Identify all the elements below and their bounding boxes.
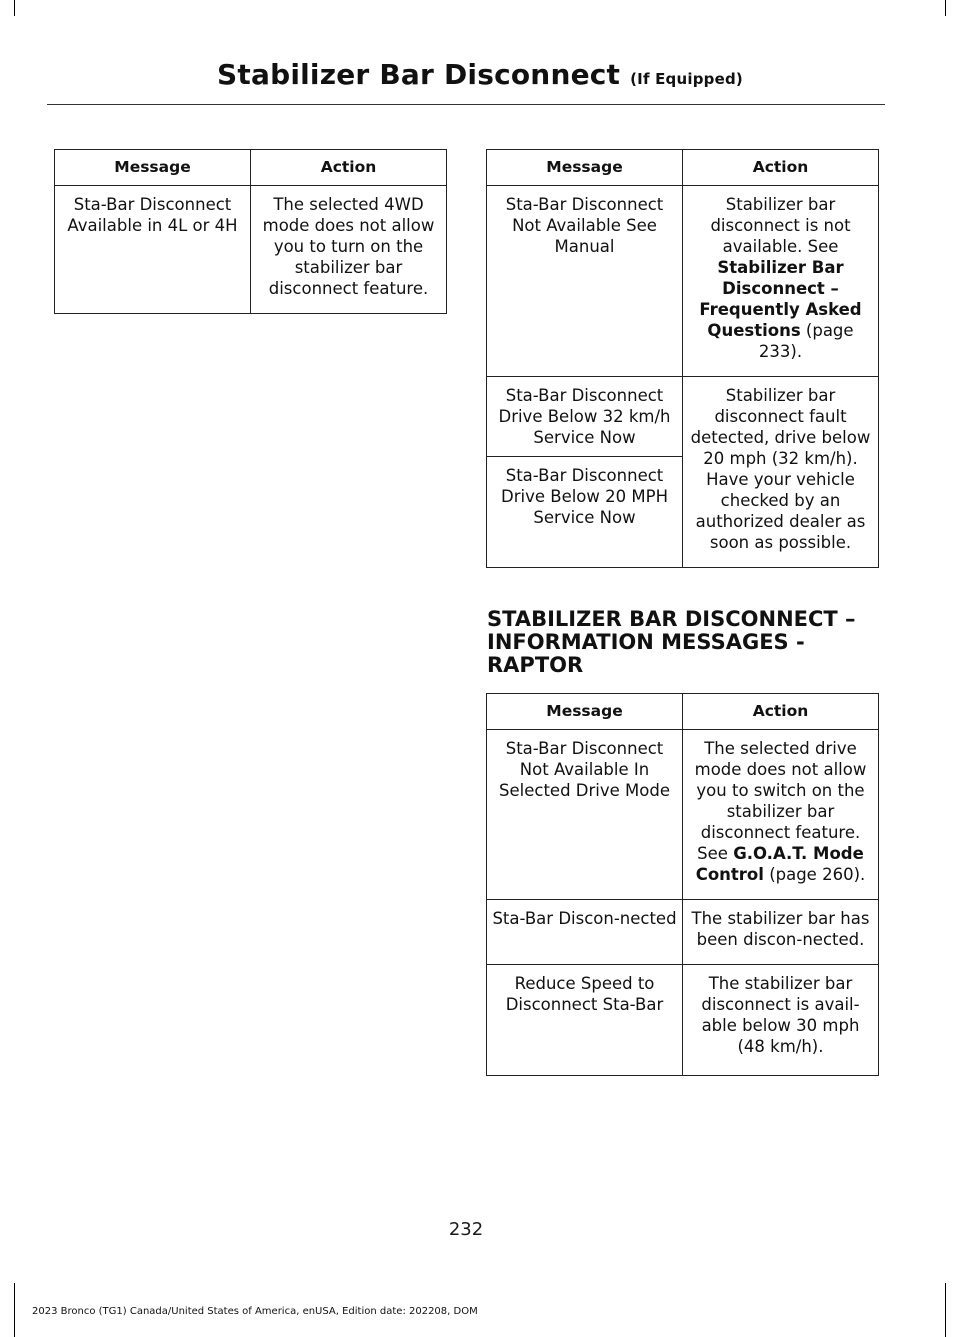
message-cell: Sta-Bar Disconnect Drive Below 32 km/h Service Now: [487, 377, 683, 457]
table-row: [487, 730, 879, 900]
action-cell: [683, 730, 879, 900]
message-cell: Sta-Bar Disconnect Drive Below 20 MPH Service Now: [487, 457, 683, 568]
left-message-table: [54, 149, 447, 314]
column-header-action: Action: [251, 150, 447, 186]
column-header-message: Message: [487, 694, 683, 730]
crop-mark-bottom-right-v: [945, 1283, 946, 1337]
right-bottom-message-table: [486, 693, 879, 1076]
action-text: The selected drive mode does not allow you to switch on the stabilizer bar disconnect feature. See: [694, 739, 867, 863]
crop-mark-top-left-v: [14, 0, 15, 16]
message-cell: Sta-Bar Disconnect Available in 4L or 4H: [55, 186, 251, 314]
column-header-action: Action: [683, 694, 879, 730]
message-cell: Sta-Bar Discon-nected: [487, 900, 683, 965]
table-row: [55, 186, 447, 314]
table-row: [487, 900, 879, 965]
message-cell: Reduce Speed to Disconnect Sta-Bar: [487, 965, 683, 1076]
footer-edition-info: 2023 Bronco (TG1) Canada/United States of America, enUSA, Edition date: 202208, DOM: [32, 1306, 478, 1317]
table-header-row: [55, 150, 447, 186]
table-row: [487, 377, 879, 457]
column-header-message: Message: [55, 150, 251, 186]
column-header-action: Action: [683, 150, 879, 186]
action-cell: [683, 186, 879, 377]
page-number: 232: [448, 1219, 484, 1240]
crop-mark-top-right-v: [945, 0, 946, 16]
action-text: Stabilizer bar disconnect is not available. See: [710, 195, 851, 256]
message-cell: Sta-Bar Disconnect Not Available See Manual: [487, 186, 683, 377]
page-title: [0, 58, 960, 91]
page-reference: (page 233).: [758, 321, 854, 361]
action-cell: The stabilizer bar has been discon-nected.: [683, 900, 879, 965]
action-cell: The selected 4WD mode does not allow you to turn on the stabilizer bar disconnect feature.: [251, 186, 447, 314]
right-top-message-table: [486, 149, 879, 568]
message-cell: Sta-Bar Disconnect Not Available In Selected Drive Mode: [487, 730, 683, 900]
header-divider: [47, 104, 885, 105]
cross-reference-link[interactable]: G.O.A.T. Mode Control: [695, 844, 864, 884]
page-title-text: Stabilizer Bar Disconnect: [217, 58, 621, 91]
table-header-row: [487, 694, 879, 730]
action-cell: The stabilizer bar disconnect is avail-able below 30 mph (48 km/h).: [683, 965, 879, 1076]
section-heading: STABILIZER BAR DISCONNECT – INFORMATION MESSAGES - RAPTOR: [487, 607, 856, 677]
page-reference: (page 260).: [769, 865, 866, 884]
page-title-suffix: (If Equipped): [630, 70, 743, 88]
table-header-row: [487, 150, 879, 186]
cross-reference-link[interactable]: Stabilizer Bar Disconnect – Frequently Asked Questions: [699, 258, 862, 340]
table-row: [487, 186, 879, 377]
column-header-message: Message: [487, 150, 683, 186]
table-row: [487, 965, 879, 1076]
crop-mark-bottom-left-v: [14, 1283, 15, 1337]
action-cell: Stabilizer bar disconnect fault detected, drive below 20 mph (32 km/h). Have your vehicle checked by an authorized dealer as soon as possible.: [683, 377, 879, 568]
